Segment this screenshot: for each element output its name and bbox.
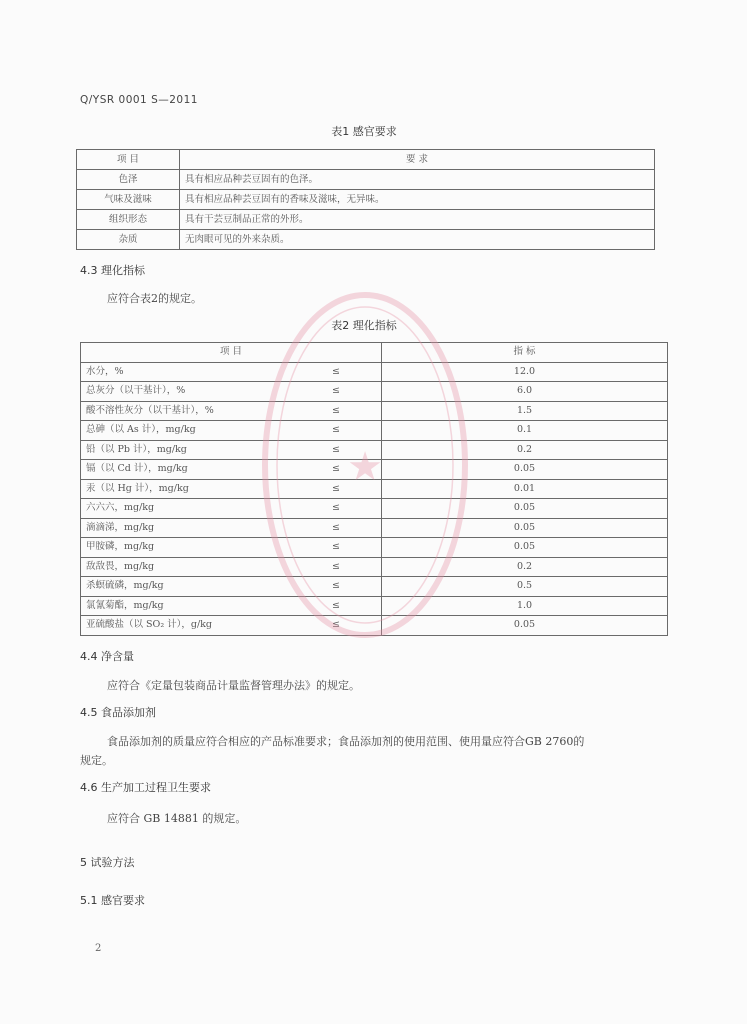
table-cell: 气味及滋味 bbox=[77, 190, 180, 210]
table-cell: ≤ bbox=[291, 401, 382, 421]
table-cell: ≤ bbox=[291, 499, 382, 519]
table-cell: ≤ bbox=[291, 538, 382, 558]
section-4-5-text-line1: 食品添加剂的质量应符合相应的产品标准要求；食品添加剂的使用范围、使用量应符合GB 2760的 bbox=[107, 735, 585, 748]
table-cell: ≤ bbox=[291, 479, 382, 499]
svg-text:★: ★ bbox=[347, 444, 383, 490]
table-cell: ≤ bbox=[291, 362, 382, 382]
table-cell: ≤ bbox=[291, 518, 382, 538]
table-cell: 0.01 bbox=[382, 479, 668, 499]
table-cell: 0.05 bbox=[382, 518, 668, 538]
table-cell: 亚硫酸盐（以 SO₂ 计），g/kg bbox=[81, 616, 292, 636]
section-5-heading: 5 试验方法 bbox=[80, 856, 135, 869]
table1-caption: 表1 感官要求 bbox=[331, 125, 397, 138]
sensory-requirements-table bbox=[76, 149, 655, 250]
section-4-3-heading: 4.3 理化指标 bbox=[80, 264, 145, 277]
table-cell: 12.0 bbox=[382, 362, 668, 382]
table-cell: ≤ bbox=[291, 421, 382, 441]
table-row bbox=[77, 170, 655, 190]
table-row bbox=[77, 210, 655, 230]
table-cell: 0.5 bbox=[382, 577, 668, 597]
table-cell: 汞（以 Hg 计），mg/kg bbox=[81, 479, 292, 499]
table-row bbox=[77, 190, 655, 210]
table-cell: 0.05 bbox=[382, 460, 668, 480]
table-cell: 杀螟硫磷，mg/kg bbox=[81, 577, 292, 597]
page-number: 2 bbox=[95, 943, 102, 954]
table-cell: ≤ bbox=[291, 596, 382, 616]
table-cell: 1.0 bbox=[382, 596, 668, 616]
table-header-cell: 指 标 bbox=[382, 343, 668, 363]
table-cell: 1.5 bbox=[382, 401, 668, 421]
table-cell: 0.05 bbox=[382, 616, 668, 636]
table-cell: 色泽 bbox=[77, 170, 180, 190]
table-cell: 具有相应品种芸豆固有的色泽。 bbox=[180, 170, 655, 190]
table-cell: 杂质 bbox=[77, 230, 180, 250]
table2-caption: 表2 理化指标 bbox=[331, 319, 397, 332]
table-cell: 0.05 bbox=[382, 538, 668, 558]
table-header-cell: 要 求 bbox=[180, 150, 655, 170]
section-4-5-text-line2: 规定。 bbox=[80, 754, 113, 767]
table-cell: ≤ bbox=[291, 577, 382, 597]
table-cell: 水分，% bbox=[81, 362, 292, 382]
section-4-6-heading: 4.6 生产加工过程卫生要求 bbox=[80, 781, 211, 794]
table-header-cell: 项 目 bbox=[81, 343, 382, 363]
table-row bbox=[77, 230, 655, 250]
table-cell: 6.0 bbox=[382, 382, 668, 402]
table-cell: 氯氰菊酯，mg/kg bbox=[81, 596, 292, 616]
table-cell: ≤ bbox=[291, 557, 382, 577]
table-cell: 镉（以 Cd 计），mg/kg bbox=[81, 460, 292, 480]
section-4-4-text: 应符合《定量包装商品计量监督管理办法》的规定。 bbox=[107, 679, 360, 692]
table-cell: 总砷（以 As 计），mg/kg bbox=[81, 421, 292, 441]
table-cell: 无肉眼可见的外来杂质。 bbox=[180, 230, 655, 250]
table-cell: 敌敌畏，mg/kg bbox=[81, 557, 292, 577]
table-cell: 六六六，mg/kg bbox=[81, 499, 292, 519]
table-cell: 铅（以 Pb 计），mg/kg bbox=[81, 440, 292, 460]
document-code: Q/YSR 0001 S—2011 bbox=[80, 94, 198, 106]
table-cell: ≤ bbox=[291, 616, 382, 636]
table-cell: 0.1 bbox=[382, 421, 668, 441]
table-header-cell: 项 目 bbox=[77, 150, 180, 170]
section-4-6-text: 应符合 GB 14881 的规定。 bbox=[107, 812, 247, 825]
table-cell: 0.2 bbox=[382, 440, 668, 460]
table-cell: 滴滴涕，mg/kg bbox=[81, 518, 292, 538]
table-cell: 总灰分（以干基计），% bbox=[81, 382, 292, 402]
section-4-4-heading: 4.4 净含量 bbox=[80, 650, 134, 663]
section-4-3-text: 应符合表2的规定。 bbox=[107, 292, 202, 305]
table-header-row bbox=[77, 150, 655, 170]
table-cell: 具有相应品种芸豆固有的香味及滋味，无异味。 bbox=[180, 190, 655, 210]
table-cell: 0.05 bbox=[382, 499, 668, 519]
section-5-1-heading: 5.1 感官要求 bbox=[80, 894, 145, 907]
table-cell: 酸不溶性灰分（以干基计），% bbox=[81, 401, 292, 421]
table-cell: ≤ bbox=[291, 440, 382, 460]
table-cell: 0.2 bbox=[382, 557, 668, 577]
table-cell: 具有干芸豆制品正常的外形。 bbox=[180, 210, 655, 230]
section-4-5-heading: 4.5 食品添加剂 bbox=[80, 706, 156, 719]
table-cell: 甲胺磷，mg/kg bbox=[81, 538, 292, 558]
table-cell: ≤ bbox=[291, 382, 382, 402]
official-seal-stamp bbox=[250, 280, 480, 650]
table-cell: ≤ bbox=[291, 460, 382, 480]
table-cell: 组织形态 bbox=[77, 210, 180, 230]
